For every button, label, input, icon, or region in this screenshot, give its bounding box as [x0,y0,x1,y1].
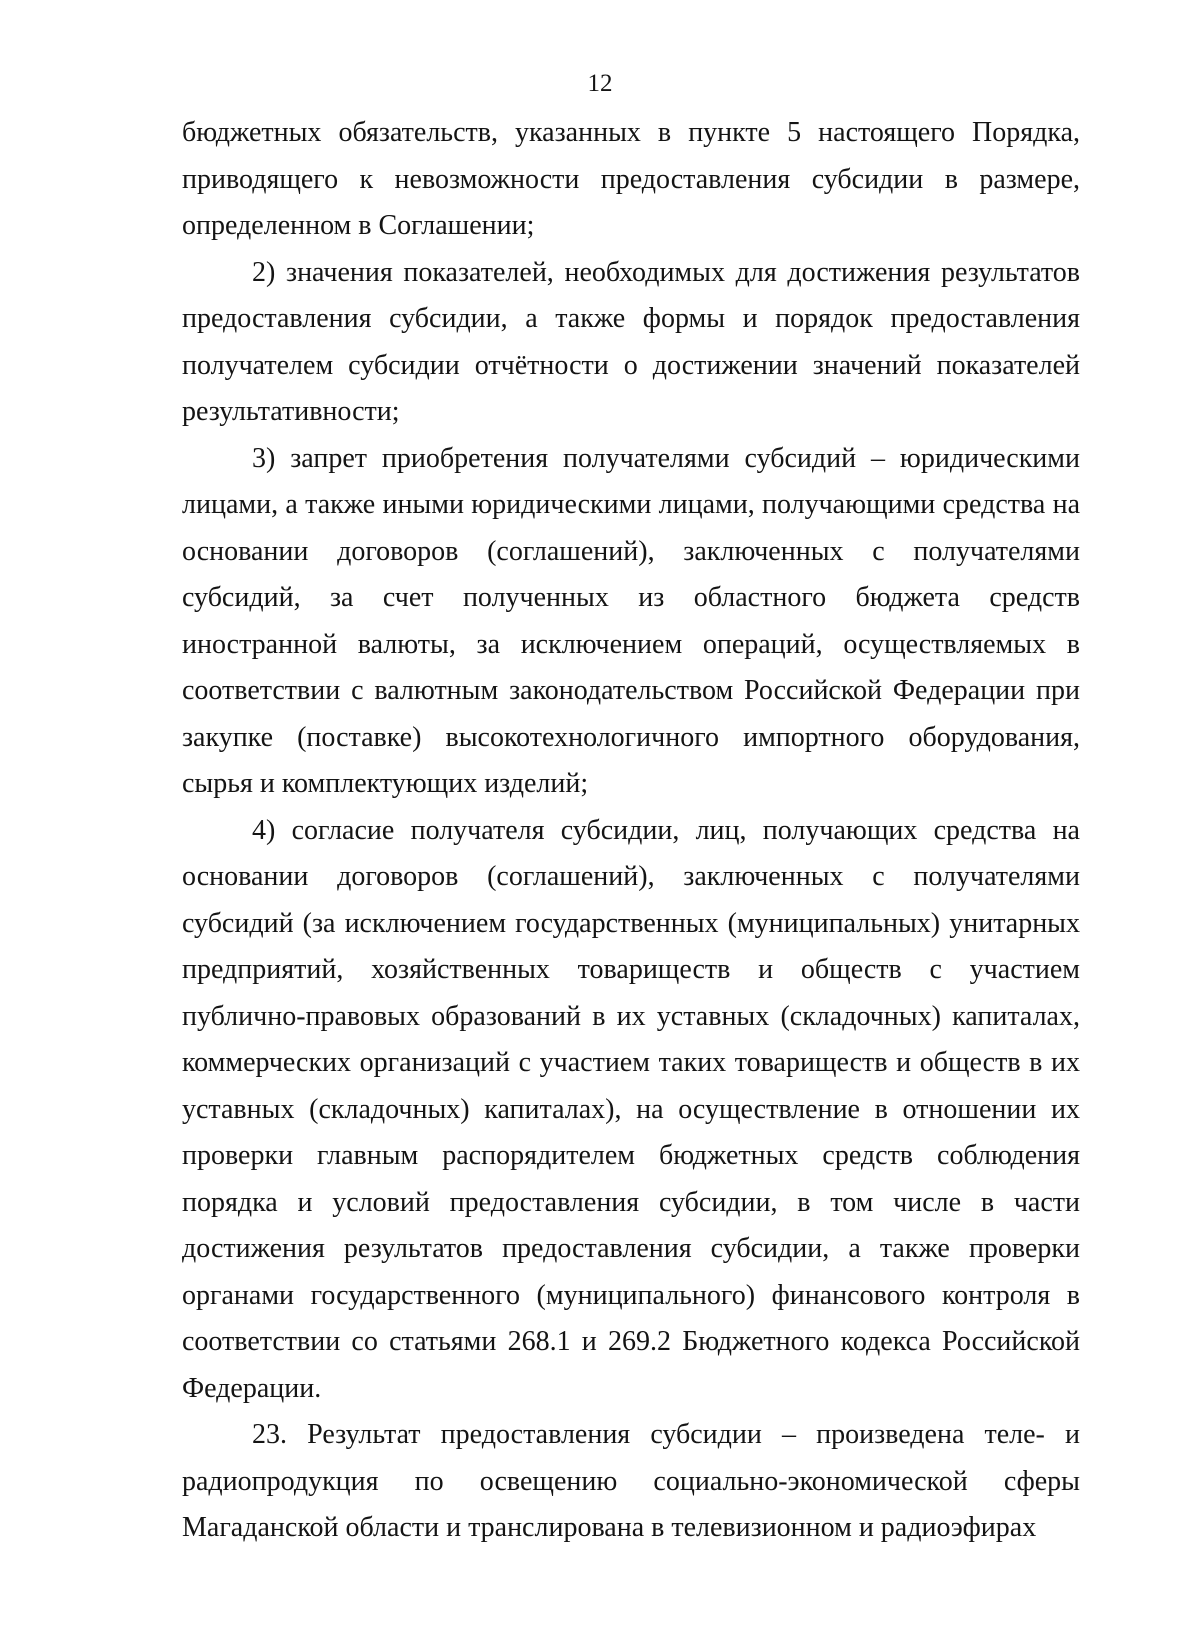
paragraph-item-4: 4) согласие получателя субсидии, лиц, получающих средства на основании договоров (соглашений), заключенных с получателями субсидий (за исключением государственных (муниципальных) унитарных предприятий, хозяйственных товариществ и обществ с участием публично-правовых образований в их уставных (складочных) капиталах, коммерческих организаций с участием таких товариществ и обществ в их уставных (складочных) капиталах), на осуществление в отношении их проверки главным распорядителем бюджетных средств соблюдения порядка и условий предоставления субсидии, в том числе в части достижения результатов предоставления субсидии, а также проверки органами государственного (муниципального) финансового контроля в соответствии со статьями 268.1 и 269.2 Бюджетного кодекса Российской Федерации. [182,814,1080,1404]
page-number: 12 [587,70,613,97]
paragraph-section-23: 23. Результат предоставления субсидии – произведена теле- и радиопродукция по освещению социально-экономической сферы Магаданской области и транслирована в телевизионном и радиоэфирах [182,1419,1080,1543]
document-body [182,110,1080,1552]
paragraph-item-3: 3) запрет приобретения получателями субсидий – юридическими лицами, а также иными юридическими лицами, получающими средства на основании договоров (соглашений), заключенных с получателями субсидий, за счет полученных из областного бюджета средств иностранной валюты, за исключением операций, осуществляемых в соответствии с валютным законодательством Российской Федерации при закупке (поставке) высокотехнологичного импортного оборудования, сырья и комплектующих изделий; [182,442,1080,799]
paragraph-item-2: 2) значения показателей, необходимых для достижения результатов предоставления субсидии, а также формы и порядок предоставления получателем субсидии отчётности о достижении значений показателей результативности; [182,256,1080,427]
paragraph-continuation: бюджетных обязательств, указанных в пункте 5 настоящего Порядка, приводящего к невозможности предоставления субсидии в размере, определенном в Соглашении; [182,117,1080,241]
